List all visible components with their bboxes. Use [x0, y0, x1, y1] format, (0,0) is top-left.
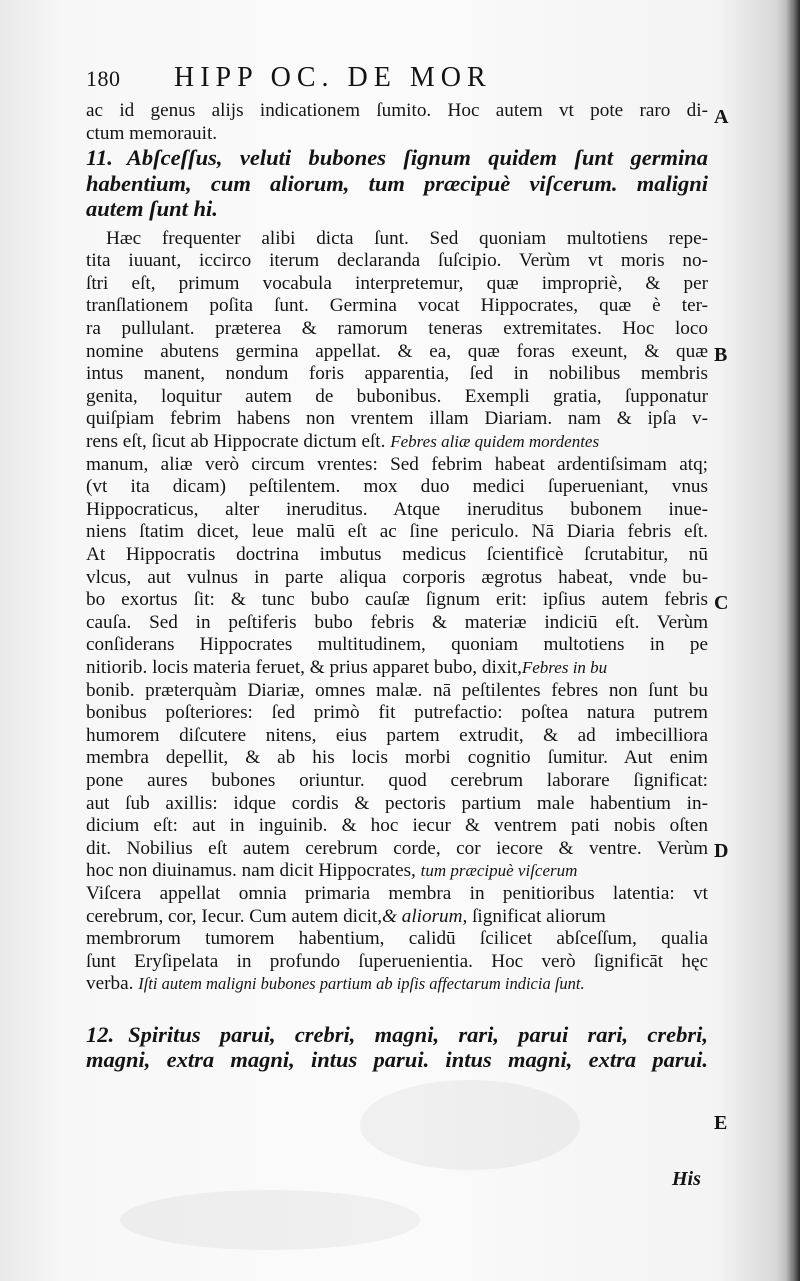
italic-quote: Iſti autem maligni bubones partium ab ipſis affectarum indicia ſunt. — [138, 974, 585, 994]
text-line: Hippocraticus, alter ineruditus. Atque ineruditus bubonem inue- — [86, 498, 708, 520]
commentary — [86, 228, 708, 996]
text-line: ſtri eſt, primum vocabula interpretemur, quæ impropriè, & per — [86, 272, 708, 294]
text-line — [86, 454, 708, 477]
text-line: tita iuuant, iccirco iterum declaranda ſuſcipio. Verùm vt moris no- — [86, 250, 708, 272]
text-line: ra pullulant. præterea & ramorum teneras extremitates. Hoc loco — [86, 318, 708, 340]
margin-letter-c: C — [714, 592, 729, 614]
binding-shadow — [786, 0, 800, 1281]
section-12-aphorism — [86, 1022, 708, 1073]
text-line: pone aures bubones oriuntur. quod cerebrum laborare ſignificat: — [86, 769, 708, 791]
text-line — [86, 906, 708, 929]
text-segment: verba. — [86, 973, 134, 995]
text-line: membra depellit, & ab his locis morbi cognitio ſumitur. Aut enim — [86, 747, 708, 769]
text-line: intus manent, nondum foris apparentia, ſed in nobilibus membris — [86, 363, 708, 385]
text-segment: rens eſt, ſicut ab Hippocrate dictum eſt. — [86, 431, 386, 453]
text-line: humorem diſcutere nitens, eius partem extrudit, & ad imbecilliora — [86, 724, 708, 746]
text-line: dit. Nobilius eſt autem cerebrum corde, cor iecore & ventre. Verùm — [86, 837, 708, 859]
aphorism-line: habentium, cum aliorum, tum præcipuè viſcerum. maligni — [86, 170, 708, 196]
text-line — [86, 431, 708, 454]
text-line: aut ſub axillis: idque cordis & pectoris partium male habentium in- — [86, 792, 708, 814]
text-line: ſunt Eryſipelata in profundo ſuperuenientia. Hoc verò ſignificāt hęc — [86, 950, 708, 972]
paper-stain — [360, 1080, 580, 1170]
text-line: nomine abutens germina appellat. & ea, quæ foras exeunt, & quæ — [86, 340, 708, 362]
margin-letter-d: D — [714, 840, 729, 862]
aphorism-line: Abſceſſus, veluti bubones ſignum quidem ſunt germina — [126, 145, 708, 171]
text-line: dicium eſt: aut in inguinib. & hoc iecur & ventrem pati nobis oſten — [86, 815, 708, 837]
aphorism-line: magni, extra magni, intus parui. intus magni, extra parui. — [86, 1047, 708, 1073]
margin-letter-e: E — [714, 1112, 728, 1134]
section-number: 12. — [86, 1021, 115, 1047]
text-line — [86, 860, 708, 883]
text-line: ctum memorauit. — [86, 122, 218, 144]
text-line: ac id genus alijs indicationem ſumito. Hoc autem vt pote raro di- — [86, 100, 708, 121]
text-line: bonibus poſteriores: ſed primò fit putrefactio: poſtea natura putrem — [86, 702, 708, 724]
italic-quote: Febres in bu — [521, 657, 608, 677]
text-line: vlcus, aut vulnus in parte aliqua corporis ægrotus habeat, vnde bu- — [86, 566, 708, 588]
running-header — [86, 62, 706, 94]
running-title: HIPP OC. DE MOR — [174, 62, 492, 93]
text-line: conſiderans Hippocrates multitudinem, quoniam multotiens in pe — [86, 634, 708, 656]
text-line — [86, 657, 708, 680]
page-number: 180 — [86, 66, 121, 91]
text-segment: nitiorib. locis materia feruet, & prius apparet bubo, dixit, — [86, 656, 522, 678]
text-line — [86, 973, 708, 996]
italic-quote: Febres aliæ quidem mordentes — [390, 432, 600, 452]
text-line: genita, loquitur autem de bubonibus. Exempli gratia, ſupponatur — [86, 385, 708, 407]
text-segment: cerebrum, cor, Iecur. Cum autem dicit, — [86, 905, 382, 927]
text-segment: hoc non diuinamus. nam dicit Hippocrates, — [86, 860, 416, 882]
text-line: Hæc frequenter alibi dicta ſunt. Sed quoniam multotiens repe- — [106, 227, 708, 249]
aphorism-line: autem ſunt hi. — [86, 196, 218, 222]
text-line: cauſa. Sed in peſtiferis bubo febris & materiæ indiciū eſt. Verùm — [86, 611, 708, 633]
margin-letter-b: B — [714, 344, 728, 366]
text-line: membrorum tumorem habentium, calidū ſcilicet abſceſſum, qualia — [86, 928, 708, 950]
aphorism-line: Spiritus parui, crebri, magni, rari, parui rari, crebri, — [128, 1021, 708, 1047]
margin-letter-a: A — [714, 106, 729, 128]
italic-quote: & aliorum, — [382, 905, 468, 927]
text-segment: manum, aliæ verò circum vrentes: Sed febrim habeat ardentiſsimam atq; — [86, 453, 708, 475]
text-line: bo exortus ſit: & tunc bubo cauſæ ſignum erit: ipſius autem febris — [86, 589, 708, 611]
section-11-aphorism — [86, 145, 708, 222]
text-line: bonib. præterquàm Diariæ, omnes malæ. nā peſtilentes febres non ſunt bu — [86, 679, 708, 701]
text-line: niens ſtatim dicet, leue malū eſt ac ſine periculo. Nā Diaria febris eſt. — [86, 521, 708, 543]
text-segment: ſignificat aliorum — [467, 905, 606, 927]
text-line: (vt ita dicam) peſtilentem. mox duo medici ſuperueniant, vnus — [86, 476, 708, 498]
section-number: 11. — [86, 145, 113, 171]
main-text — [86, 100, 708, 1073]
text-line: Viſcera appellat omnia primaria membra in penitioribus latentia: vt — [86, 882, 708, 904]
text-line: quiſpiam febrim habens non vrentem illam Diariam. nam & ipſa v- — [86, 408, 708, 430]
text-line: tranſlationem poſita ſunt. Germina vocat Hippocrates, quæ è ter- — [86, 295, 708, 317]
italic-quote: tum præcipuè viſcerum — [420, 861, 578, 881]
text-line: At Hippocratis doctrina imbutus medicus ſcientificè ſcrutabitur, nū — [86, 544, 708, 565]
catchword: His — [672, 1168, 701, 1190]
paper-stain — [120, 1190, 420, 1250]
